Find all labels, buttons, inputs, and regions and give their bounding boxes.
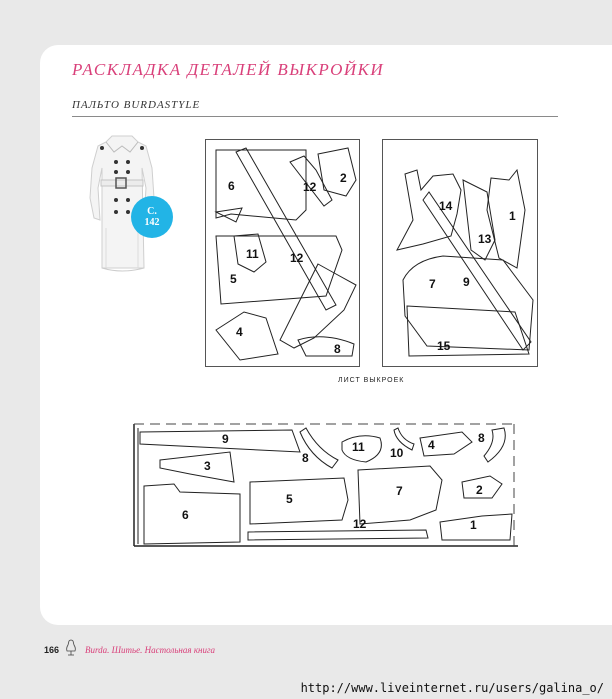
source-watermark: http://www.liveinternet.ru/users/galina_o/ — [300, 681, 604, 695]
piece-number: 4 — [428, 438, 435, 452]
section-subtitle: ПАЛЬТО BURDASTYLE — [72, 99, 201, 111]
piece-number: 12 — [353, 517, 367, 531]
page-reference-badge — [131, 196, 173, 238]
piece-number: 11 — [246, 247, 259, 261]
fabric-cutting-layout — [130, 420, 518, 550]
sheets-caption: ЛИСТ ВЫКРОЕК — [338, 377, 405, 384]
piece-number: 8 — [334, 342, 341, 356]
piece-number: 12 — [290, 251, 304, 265]
piece-number: 7 — [396, 484, 403, 498]
page-number: 166 — [44, 645, 60, 655]
book-title: Burda. Шитье. Настольная книга — [85, 645, 216, 655]
page-title: РАСКЛАДКА ДЕТАЛЕЙ ВЫКРОЙКИ — [72, 60, 385, 79]
piece-number: 14 — [439, 199, 453, 213]
fabric-outline — [134, 424, 518, 546]
piece-number: 5 — [286, 492, 293, 506]
pattern-piece-outlines — [140, 428, 512, 544]
piece-number: 11 — [352, 440, 365, 454]
piece-number: 8 — [302, 451, 309, 465]
piece-number: 10 — [390, 446, 404, 460]
pattern-piece-outlines — [397, 170, 533, 356]
piece-number: 2 — [476, 483, 483, 497]
badge-prefix: С. — [147, 206, 157, 217]
piece-number: 9 — [463, 275, 470, 289]
piece-number: 1 — [470, 518, 477, 532]
piece-number: 4 — [236, 325, 243, 339]
piece-number: 8 — [478, 431, 485, 445]
piece-number: 1 — [509, 209, 516, 223]
divider — [72, 116, 558, 117]
piece-number: 12 — [303, 180, 317, 194]
piece-number: 9 — [222, 432, 229, 446]
piece-numbers — [182, 431, 485, 532]
pattern-sheet-layout-2 — [382, 139, 538, 367]
piece-number: 3 — [204, 459, 211, 473]
piece-numbers — [228, 171, 347, 356]
piece-number: 2 — [340, 171, 347, 185]
piece-number: 15 — [437, 339, 451, 353]
pattern-sheet-layout-1 — [205, 139, 360, 367]
piece-numbers — [429, 199, 516, 353]
piece-number: 6 — [182, 508, 189, 522]
badge-page: 142 — [144, 217, 160, 228]
dress-form-icon — [64, 639, 78, 656]
piece-number: 5 — [230, 272, 237, 286]
piece-number: 13 — [478, 232, 492, 246]
piece-number: 6 — [228, 179, 235, 193]
piece-number: 7 — [429, 277, 436, 291]
